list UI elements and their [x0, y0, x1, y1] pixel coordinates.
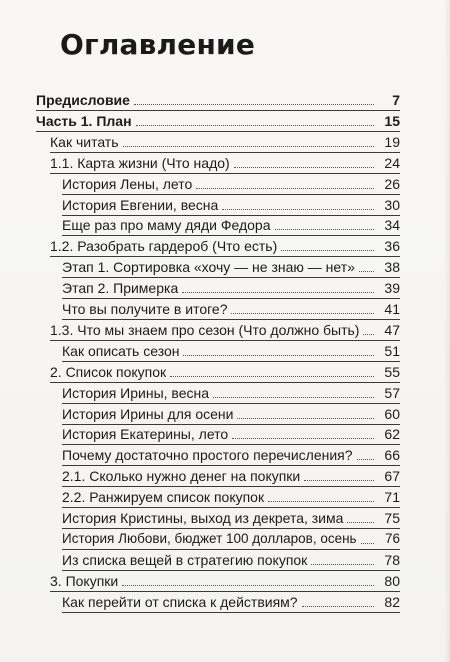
dot-leader [311, 564, 374, 565]
toc-entry-page-number: 80 [384, 572, 400, 589]
toc-entry-title: 3. Покупки [50, 572, 119, 589]
page-title: Оглавление [60, 28, 256, 61]
toc-entry [0, 464, 450, 486]
toc-entry-page-number: 67 [384, 468, 400, 485]
dot-leader [281, 250, 374, 251]
toc-entry-page-number: 66 [384, 447, 400, 464]
toc-entry-title: История Любови, бюджет 100 долларов, осень [62, 530, 357, 546]
toc-entry-title: Почему достаточно простого перечисления? [62, 447, 353, 464]
toc-entry-title: Часть 1. План [36, 112, 132, 129]
dot-leader [275, 229, 374, 230]
toc-entry-row [50, 318, 400, 340]
toc-entry-page-number: 15 [384, 112, 400, 129]
toc-entry-row [50, 151, 400, 173]
toc-entry-row [62, 548, 400, 570]
toc-entry [0, 318, 450, 340]
dot-leader [304, 480, 374, 481]
toc-entry-row [36, 109, 400, 131]
toc-entry-rule [62, 612, 400, 613]
toc-entry-row [62, 464, 400, 486]
toc-entry-row [62, 339, 400, 361]
toc-entry-page-number: 41 [384, 301, 400, 317]
toc-entry-title: Что вы получите в итоге? [62, 301, 228, 317]
toc-entry-row [50, 569, 400, 591]
toc-entry [0, 88, 450, 110]
toc-entry-page-number: 30 [384, 196, 400, 213]
toc-entry-title: Из списка вещей в стратегию покупок [62, 551, 308, 568]
toc-entry-row [62, 590, 400, 612]
toc-entry-title: История Екатерины, лето [62, 426, 229, 443]
dot-leader [347, 522, 374, 523]
dot-leader [363, 334, 374, 335]
toc-entry-page-number: 75 [384, 510, 400, 526]
toc-entry [0, 151, 450, 173]
toc-entry-row [62, 297, 400, 319]
dot-leader [196, 188, 374, 189]
dot-leader [302, 606, 374, 607]
toc-entry-page-number: 38 [384, 259, 400, 276]
toc-entry-page-number: 26 [384, 175, 400, 192]
dot-leader [183, 355, 374, 356]
toc-entry-title: 2.1. Сколько нужно денег на покупки [62, 468, 301, 485]
toc-entry-page-number: 55 [384, 363, 400, 380]
toc-entry-page-number: 82 [384, 593, 400, 610]
toc-entry [0, 130, 450, 152]
toc-entry-title: 1.3. Что мы знаем про сезон (Что должно быть) [50, 321, 360, 338]
toc-entry [0, 402, 450, 424]
toc-entry-title: История Ирины для осени [62, 405, 234, 422]
toc-entry [0, 548, 450, 570]
dot-leader [234, 167, 374, 168]
toc-entry [0, 485, 450, 507]
toc-entry [0, 381, 450, 403]
toc-entry-title: 1.2. Разобрать гардероб (Что есть) [50, 238, 278, 255]
toc-entry-page-number: 36 [384, 238, 400, 255]
toc-entry [0, 339, 450, 361]
toc-entry-title: Предисловие [36, 92, 130, 108]
toc-entry-page-number: 62 [384, 426, 400, 443]
dot-leader [231, 313, 374, 314]
toc-entry [0, 527, 450, 549]
toc-entry-page-number: 71 [384, 489, 400, 506]
page-edge-shadow [444, 0, 450, 662]
toc-entry-row [62, 276, 400, 298]
toc-entry [0, 172, 450, 194]
toc-entry-row [62, 422, 400, 444]
dot-leader [237, 418, 374, 419]
toc-entry-row [50, 130, 400, 152]
toc-entry-title: Этап 1. Сортировка «хочу — не знаю — нет» [62, 259, 355, 276]
toc-entry-title: 2. Список покупок [50, 363, 167, 380]
toc-entry-title: Еще раз про маму дяди Федора [62, 217, 271, 234]
dot-leader [170, 376, 374, 377]
toc-entry-title: История Ирины, весна [62, 384, 210, 401]
toc-entry [0, 443, 450, 465]
toc-entry [0, 193, 450, 215]
dot-leader [268, 501, 374, 502]
dot-leader [213, 397, 374, 398]
toc-entry-title: 2.2. Ранжируем список покупок [62, 489, 265, 506]
toc-entry-row [62, 213, 400, 235]
toc-entry-title: Как читать [50, 133, 119, 150]
toc-entry-page-number: 60 [384, 405, 400, 422]
dot-leader [232, 438, 374, 439]
toc-entry-title: История Лены, лето [62, 175, 193, 192]
dot-leader [122, 585, 374, 586]
toc-entry [0, 234, 450, 256]
toc-entry-page-number: 78 [384, 551, 400, 568]
toc-entry [0, 506, 450, 528]
toc-entry-page-number: 34 [384, 217, 400, 234]
toc-entry-row [62, 172, 400, 194]
toc-entry-row [62, 402, 400, 424]
dot-leader [182, 292, 374, 293]
toc-entry-title: История Кристины, выход из декрета, зима [62, 510, 344, 526]
toc-entry [0, 360, 450, 382]
toc-entry-page-number: 76 [384, 530, 400, 546]
toc-entry [0, 255, 450, 277]
toc-entry-row [36, 88, 400, 110]
toc-entry-row [62, 527, 400, 549]
dot-leader [136, 125, 374, 126]
toc-entry [0, 109, 450, 131]
toc-entry-page-number: 24 [384, 154, 400, 171]
toc-entry-title: Как перейти от списка к действиям? [62, 593, 298, 610]
toc-entry [0, 297, 450, 319]
toc-entry-title: 1.1. Карта жизни (Что надо) [50, 154, 230, 171]
toc-entry-page-number: 51 [384, 342, 400, 359]
toc-entry-row [62, 443, 400, 465]
toc-entry [0, 213, 450, 235]
dot-leader [357, 459, 374, 460]
toc-entry-row [62, 255, 400, 277]
toc-entry-title: Этап 2. Примерка [62, 280, 179, 297]
dot-leader [134, 104, 374, 105]
toc-entry-page-number: 57 [384, 384, 400, 401]
toc-entry [0, 569, 450, 591]
toc-entry-title: История Евгении, весна [62, 196, 219, 213]
toc-entry-title: Как описать сезон [62, 342, 180, 359]
toc-entry [0, 422, 450, 444]
toc-entry-row [62, 193, 400, 215]
toc-entry-row [50, 360, 400, 382]
toc-entry-row [62, 381, 400, 403]
dot-leader [123, 146, 374, 147]
toc-entry-page-number: 39 [384, 280, 400, 297]
dot-leader [359, 271, 374, 272]
toc-entry-row [50, 234, 400, 256]
toc-entry-page-number: 19 [384, 133, 400, 150]
toc-entry-row [62, 506, 400, 528]
toc-entry-page-number: 7 [392, 92, 400, 108]
toc-entry [0, 590, 450, 612]
toc-entry [0, 276, 450, 298]
toc-entry-page-number: 47 [384, 321, 400, 338]
toc-entry-row [62, 485, 400, 507]
dot-leader [222, 209, 374, 210]
dot-leader [361, 543, 374, 544]
